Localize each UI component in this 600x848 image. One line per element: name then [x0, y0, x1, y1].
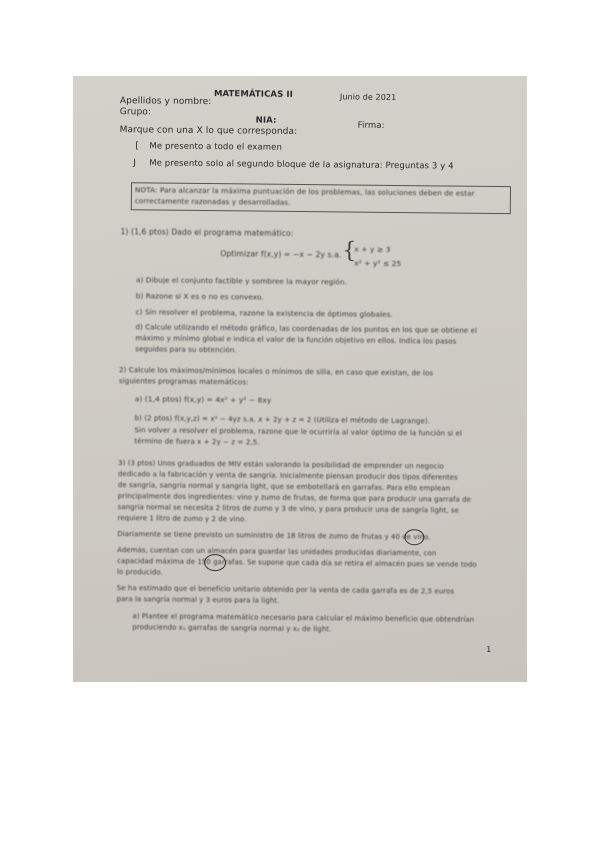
- option1-checkbox: [: [135, 141, 140, 152]
- q3-part-a-line1: a) Plantee el programa matemático necesario para calcular el máximo beneficio que obtendrían: [132, 612, 475, 624]
- q2-part-b-line1: b) (2 ptos) f(x,y,z) = x² − 4yz s.a. x + 2y + z = 2 (Utiliza el método de Lagrange).: [134, 414, 431, 426]
- q3-line10: lo producido.: [116, 568, 164, 577]
- circled-value-150: [204, 554, 226, 571]
- q3-line5: sangría normal se necesita 2 litros de zumo y 3 de vino, y para producir una de sangría light, se: [117, 503, 459, 515]
- circled-value-40: [404, 529, 424, 545]
- q1-part-a: a) Dibuje el conjunto factible y sombree la mayor región.: [135, 275, 347, 287]
- q1-part-d-line3: seguidos para su obtención.: [135, 345, 237, 355]
- option1-label: Me presento a todo el examen: [149, 141, 283, 153]
- signature-label: Firma:: [357, 120, 385, 131]
- name-label: Apellidos y nombre:: [119, 96, 212, 108]
- q3-line7: Diariamente se tiene previsto un suministro de 18 litros de zumo de frutas y 40 de vino.: [117, 530, 431, 542]
- q3-line11: Se ha estimado que el beneficio unitario obtenido por la venta de cada garrafa es de 2,5 euros: [116, 584, 455, 596]
- group-label: Grupo:: [119, 107, 152, 118]
- exam-title: MATEMÁTICAS II: [213, 89, 293, 100]
- q3-line9: capacidad máxima de 150 garrafas. Se supone que cada día se retira el almacén pues se vende todo: [117, 557, 477, 569]
- q3-line4: principalmente dos ingredientes: vino y zumo de frutas, de forma que para producir una garrafa de: [117, 492, 471, 504]
- q3-line2: dedicado a la fabricación y venta de sangría. Inicialmente piensan producir dos tipos diferentes: [117, 470, 458, 482]
- q3-line12: para la sangría normal y 3 euros para la light.: [116, 595, 280, 605]
- instruction-text: Marque con una X lo que corresponda:: [119, 125, 298, 137]
- note-line1: NOTA: Para alcanzar la máxima puntuación de los problemas, las soluciones deben de estar: [134, 185, 475, 198]
- page-number: 1: [486, 644, 492, 655]
- q2-header-line2: siguientes programas matemáticos:: [118, 377, 249, 387]
- exam-sheet: [73, 76, 527, 682]
- nia-label: NIA:: [255, 115, 277, 126]
- q1-part-c: c) Sin resolver el problema, razone la existencia de óptimos globales.: [135, 307, 393, 319]
- q3-line6: requiere 1 litro de zumo y 2 de vino.: [117, 514, 247, 524]
- note-line2: correctamente razonadas y desarrolladas.: [134, 196, 291, 207]
- option2-label: Me presento solo al segundo bloque de la asignatura: Preguntas 3 y 4: [149, 158, 454, 172]
- q3-line8: Además, cuentan con un almacén para guardar las unidades producidas diariamente, con: [117, 546, 437, 558]
- q3-part-a-line2: produciendo x₁ garrafas de sangría normal y x₂ de light.: [132, 623, 332, 634]
- q2-part-a: a) (1,4 ptos) f(x,y) = 4x² + y² − 8xy: [134, 394, 272, 405]
- q1-part-d-line1: d) Calcule utilizando el método gráfico, las coordenadas de los puntos en los que se obtiene el: [135, 323, 478, 335]
- q2-header-line1: 2) Calcule los máximos/mínimos locales o mínimos de silla, en caso que existan, de los: [119, 366, 434, 378]
- exam-photo: [73, 76, 527, 682]
- q2-part-b-line2: Sin volver a resolver el problema, razone que le ocurriría al valor óptimo de la función si el: [134, 426, 463, 438]
- exam-date: Junio de 2021: [339, 92, 397, 102]
- option2-checkbox: J: [133, 158, 137, 169]
- q1-header: 1) (1,6 ptos) Dado el programa matemático:: [120, 227, 294, 238]
- q1-constraint2: x² + y² ≤ 25: [354, 258, 402, 269]
- q1-part-d-line2: máximo y mínimo global e indica el valor de la función objetivo en ellos. Indica los pasos: [135, 334, 457, 346]
- q3-line1: 3) (3 ptos) Unos graduados de MIV están valorando la posibilidad de emprender un negocio: [118, 459, 444, 471]
- q1-constraint1: x + y ≥ 3: [354, 244, 391, 254]
- q3-line3: de sangría, sangría normal y sangría light, que se embotellará en garrafas. Para ello emplean: [117, 481, 451, 493]
- q2-part-b-line3: término de fuera x + 2y − z = 2,5.: [134, 437, 260, 447]
- q1-part-b: b) Razone si X es o no es convexo.: [135, 291, 264, 302]
- q1-brace: {: [342, 238, 357, 264]
- q1-objective: Optimizar f(x,y) = −x − 2y s.a.: [220, 249, 342, 260]
